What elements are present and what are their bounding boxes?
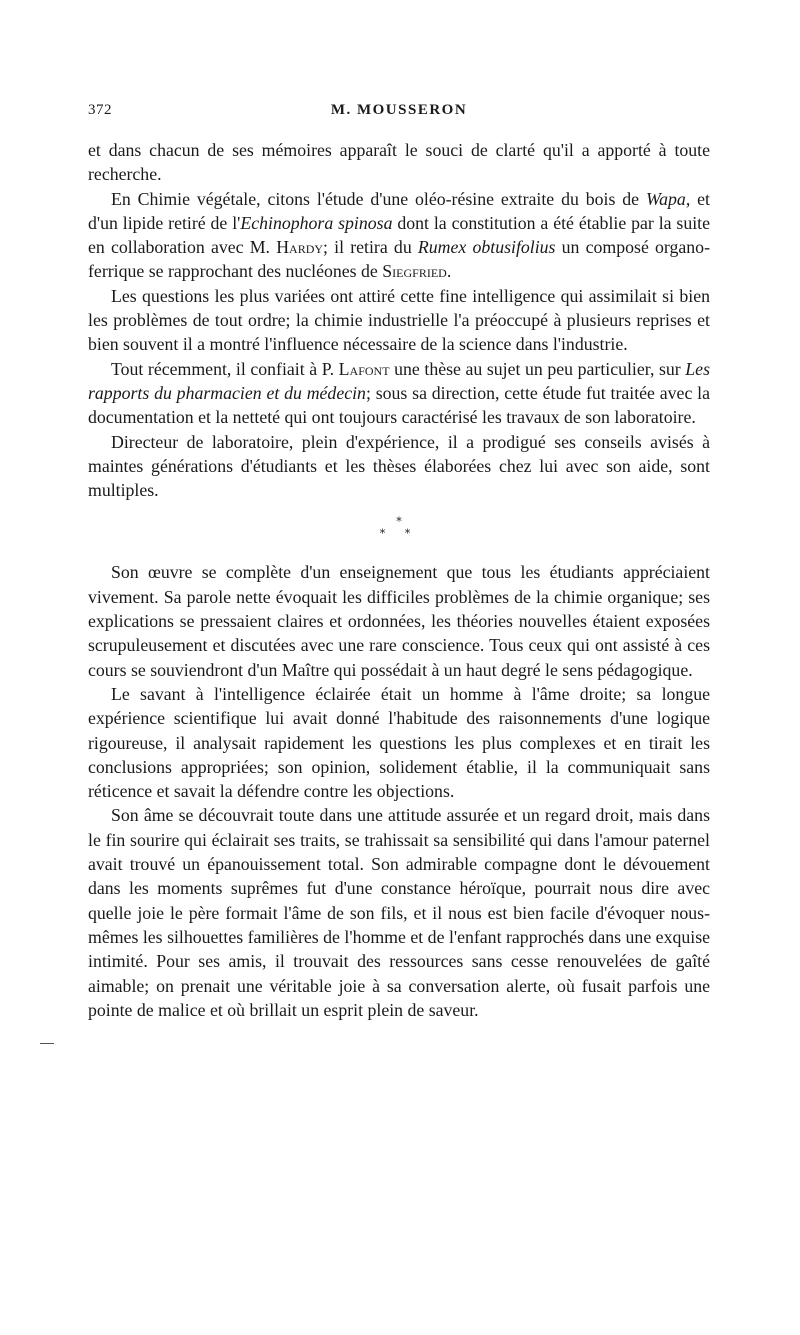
text-run: Tout récemment, il confiait à P. [111, 358, 339, 379]
asterism-divider [88, 502, 710, 560]
paragraph-6: Son œuvre se complète d'un enseignement que tous les étudiants appréciaient vivement. Sa parole nette évoquait les difficiles problèmes de la chimie organique; ses explications se pressaient claires et ordonnées, les théories nouvelles étaient exposées scrupuleusement et discutées avec une rare conscience. Tous ceux qui ont assisté à ces cours se souviendront d'un Maître qui possédait à un haut degré le sens pédagogique. [88, 562, 710, 680]
name-lafont: Lafont [338, 358, 390, 379]
paragraph-1: et dans chacun de ses mémoires apparaît le souci de clarté qu'il a apporté à toute recherche. [88, 140, 710, 185]
italic-thesis-title: Les rapports du pharmacien et du médecin [88, 358, 710, 403]
paragraph-4 [88, 357, 710, 430]
page-number: 372 [88, 102, 112, 118]
italic-term-wapa: Wapa [645, 188, 686, 209]
asterism-top: * [396, 515, 402, 529]
text-run: , et d'un lipide retiré de l' [88, 188, 710, 233]
body-text [88, 138, 710, 1022]
paragraph-7: Le savant à l'intelligence éclairée était un homme à l'âme droite; sa longue expérience scientifique lui avait donné l'habitude des raisonnements d'une logique rigoureuse, il analysait rapidement les questions les plus complexes et en tirait les conclusions appropriées; son opinion, solidement établie, il la communiquait sans réticence et savait la défendre contre les objections. [88, 683, 710, 802]
text-run: ; il retira du [323, 237, 418, 258]
text-run: un composé organo-ferrique se rapprochant des nucléones de [88, 237, 710, 282]
paragraph-3: Les questions les plus variées ont attiré cette fine intelligence qui assimilait si bien les problèmes de tout ordre; la chimie industrielle l'a préoccupé à plusieurs reprises et bien souvent il a montré l'influence nécessaire de la science dans l'industrie. [88, 285, 710, 355]
text-run: . [446, 261, 452, 282]
running-head: M. MOUSSERON [330, 102, 468, 118]
italic-term-echinophora: Echinophora spinosa [240, 212, 393, 233]
asterism-bottom: * * [379, 527, 419, 541]
text-run: une thèse au sujet un peu particulier, sur [389, 358, 686, 379]
paragraph-5: Directeur de laboratoire, plein d'expérience, il a prodigué ses conseils avisés à maintes générations d'étudiants et les thèses élaborées chez lui avec son aide, sont multiples. [88, 431, 710, 501]
page-header [88, 102, 710, 124]
paragraph-8: Son âme se découvrait toute dans une attitude assurée et un regard droit, mais dans le fin sourire qui éclairait ses traits, se trahissait sa sensibilité qui dans l'amour paternel avait trouvé un épanouissement total. Son admirable compagne dont le dévouement dans les moments suprêmes fut d'une constance héroïque, pourrait nous dire avec quelle joie le père formait l'âme de son fils, et il nous est bien facile d'évoquer nous-mêmes les silhouettes familières de l'homme et de l'enfant rapprochés dans une exquise intimité. Pour ses amis, il trouvait des ressources sans cesse renouvelées de gaîté aimable; on prenait une véritable joie à sa conversation alerte, où fusait parfois une pointe de malice et où brillait un esprit plein de saveur. [88, 805, 710, 1020]
name-hardy: Hardy [276, 237, 324, 258]
text-run: En Chimie végétale, citons l'étude d'une oléo-résine extraite du bois de [111, 188, 646, 209]
paragraph-2 [88, 187, 710, 284]
text-run: ; sous sa direction, cette étude fut traitée avec la documentation et la netteté qui ont toujours caractérisé les travaux de son laboratoire. [88, 382, 710, 428]
text-run: dont la constitution a été établie par la suite en collaboration avec M. [88, 212, 711, 258]
margin-mark [40, 1043, 54, 1044]
name-siegfried: Siegfried [382, 261, 447, 282]
italic-term-rumex: Rumex obtusifolius [417, 237, 556, 258]
